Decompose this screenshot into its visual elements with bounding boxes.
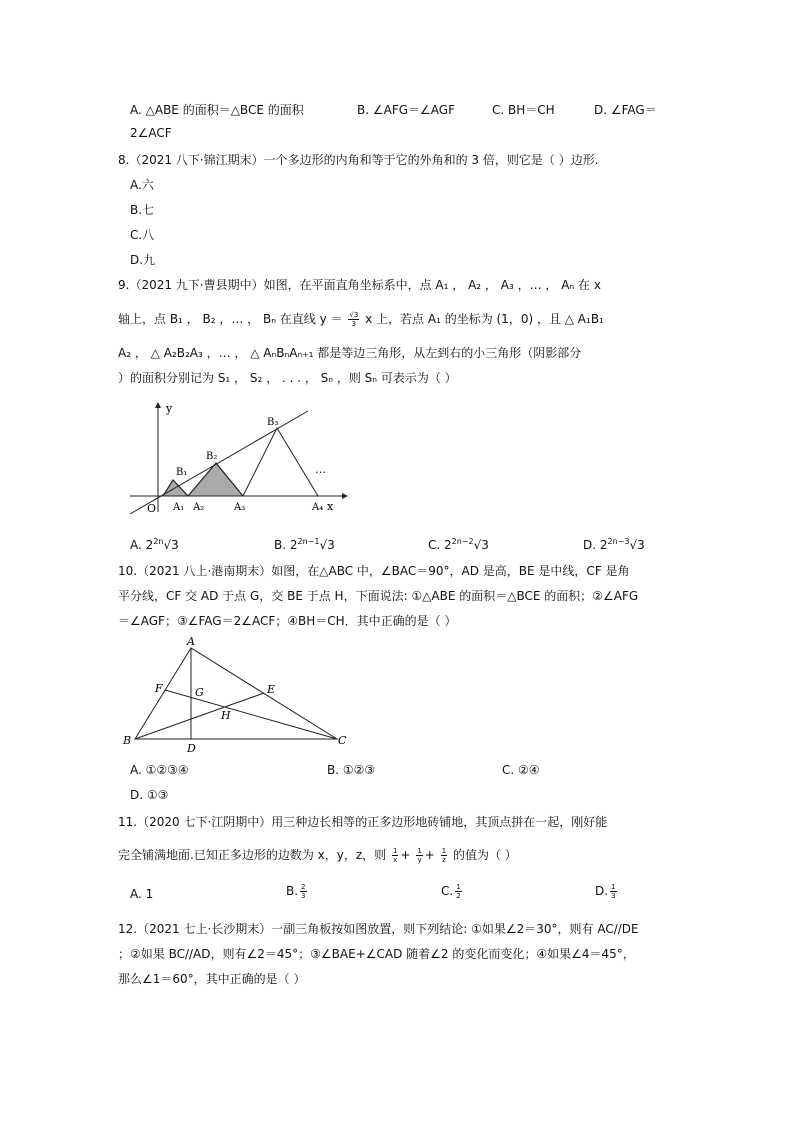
q10-label-b: B [123, 734, 132, 747]
q12-stem-line1: 12.（2021 七上·长沙期末）一副三角板按如图放置，则下列结论: ①如果∠2＝30°，则有 AC//DE [118, 922, 639, 936]
q9-label-x: x [327, 500, 334, 513]
q7-option-d: D. ∠FAG＝ [594, 103, 657, 117]
q10-stem-line1: 10.（2021 八上·港南期末）如图，在△ABC 中，∠BAC＝90°，AD 是高，BE 是中线，CF 是角 [118, 564, 630, 578]
q9-label-y: y [166, 402, 173, 415]
q11-stem-line2: 完全铺满地面.已知正多边形的边数为 x，y，z，则 $\frac{1}{x}$ + $\frac{1}{y}$ + $\frac{1}{z}$ 的值为（ ） [118, 847, 517, 864]
q7-option-d-wrap: 2∠ACF [130, 126, 172, 140]
q10-triangle-abc [135, 648, 337, 739]
q11-option-d: D. $\frac{1}{3}$ [595, 883, 616, 900]
q11-option-c: C. $\frac{1}{2}$ [441, 883, 461, 900]
q7-option-c: C. BH＝CH [492, 103, 555, 117]
q8-option-d: D.九 [130, 253, 156, 267]
q10-stem-line3: ＝∠AGF；③∠FAG＝2∠ACF；④BH＝CH．其中正确的是（ ） [118, 614, 457, 628]
q11-stem-line1: 11.（2020 七下·江阴期中）用三种边长相等的正多边形地砖铺地，其顶点拼在一起，刚好能 [118, 815, 608, 829]
q9-option-b: B. $2^{2n-1}√3$ [274, 537, 335, 552]
q9-label-b2: B₂ [206, 451, 218, 462]
q9-label-ellipsis: … [315, 463, 326, 476]
q9-big-triangle [243, 428, 318, 496]
q8-option-a: A.六 [130, 178, 154, 192]
q9-option-d: D. $2^{2n-3}√3$ [583, 537, 645, 552]
q10-label-f: F [155, 682, 163, 695]
q9-x-arrow [342, 493, 348, 499]
q9-label-a4: A₄ [312, 502, 324, 513]
q9-stem-line4: ）的面积分别记为 S₁ ， S₂ ， . . . ， Sₙ ，则 Sₙ 可表示为（ ） [118, 371, 457, 385]
q9-label-b1: B₁ [176, 467, 188, 478]
q9-slope-fraction: $\frac{√3}{3}$ [349, 311, 359, 328]
q9-label-a3: A₃ [234, 502, 246, 513]
q9-shaded-triangle-2 [188, 463, 243, 496]
q10-option-a: A. ①②③④ [130, 763, 189, 777]
q9-option-a: A. $2^{2n}√3$ [130, 537, 179, 552]
q9-label-b3: B₃ [267, 417, 279, 428]
q9-label-a1: A₁ [173, 502, 185, 513]
q8-option-b: B.七 [130, 203, 155, 217]
q7-option-a: A. △ABE 的面积＝△BCE 的面积 [130, 103, 304, 117]
q10-label-h: H [221, 709, 231, 722]
q9-option-c: C. $2^{2n-2}√3$ [428, 537, 489, 552]
q9-label-a2: A₂ [193, 502, 205, 513]
q9-line-y [130, 411, 308, 514]
q11-option-a: A. 1 [130, 887, 154, 901]
q11-fraction-z: $\frac{1}{z}$ [441, 847, 447, 864]
q12-stem-line2: ；②如果 BC//AD，则有∠2＝45°；③∠BAE+∠CAD 随着∠2 的变化而变化；④如果∠4＝45°， [118, 947, 635, 961]
q11-fraction-y: $\frac{1}{y}$ [417, 847, 422, 864]
q9-stem-line1: 9.（2021 九下·曹县期中）如图，在平面直角坐标系中，点 A₁ ， A₂ ， A₃ ，… ， Aₙ 在 x [118, 278, 601, 292]
q10-label-g: G [195, 686, 204, 699]
q11-fraction-x: $\frac{1}{x}$ [392, 847, 398, 864]
q10-option-b: B. ①②③ [327, 763, 376, 777]
q7-option-b: B. ∠AFG＝∠AGF [357, 103, 455, 117]
q10-label-a: A [187, 635, 195, 648]
q9-stem-line3: A₂ ， △ A₂B₂A₃ ，… ， △ AₙBₙAₙ₊₁ 都是等边三角形，从左到右的小三角形（阴影部分 [118, 346, 582, 360]
q8-stem: 8.（2021 八下·锦江期末）一个多边形的内角和等于它的外角和的 3 倍，则它是（ ）边形. [118, 153, 599, 167]
q10-option-d: D. ①③ [130, 788, 169, 802]
q10-label-d: D [187, 742, 196, 755]
q9-label-o: O [147, 502, 157, 515]
q10-stem-line2: 平分线，CF 交 AD 于点 G，交 BE 于点 H，下面说法: ①△ABE 的面积＝△BCE 的面积；②∠AFG [118, 589, 639, 603]
q10-option-c: C. ②④ [502, 763, 540, 777]
q10-label-e: E [267, 683, 276, 696]
q11-option-b: B. $\frac{2}{3}$ [286, 883, 306, 900]
q10-label-c: C [338, 734, 347, 747]
q9-figure [120, 400, 350, 520]
q9-y-arrow [155, 402, 161, 408]
q9-stem-line2: 轴上，点 B₁ ， B₂ ，… ， Bₙ 在直线 y ＝ $\frac{√3}{3}$ x 上，若点 A₁ 的坐标为 (1，0) ，且 △ A₁B₁ [118, 311, 604, 328]
q8-option-c: C.八 [130, 228, 155, 242]
q12-stem-line3: 那么∠1＝60°，其中正确的是（ ） [118, 972, 306, 986]
q10-figure [118, 635, 358, 755]
